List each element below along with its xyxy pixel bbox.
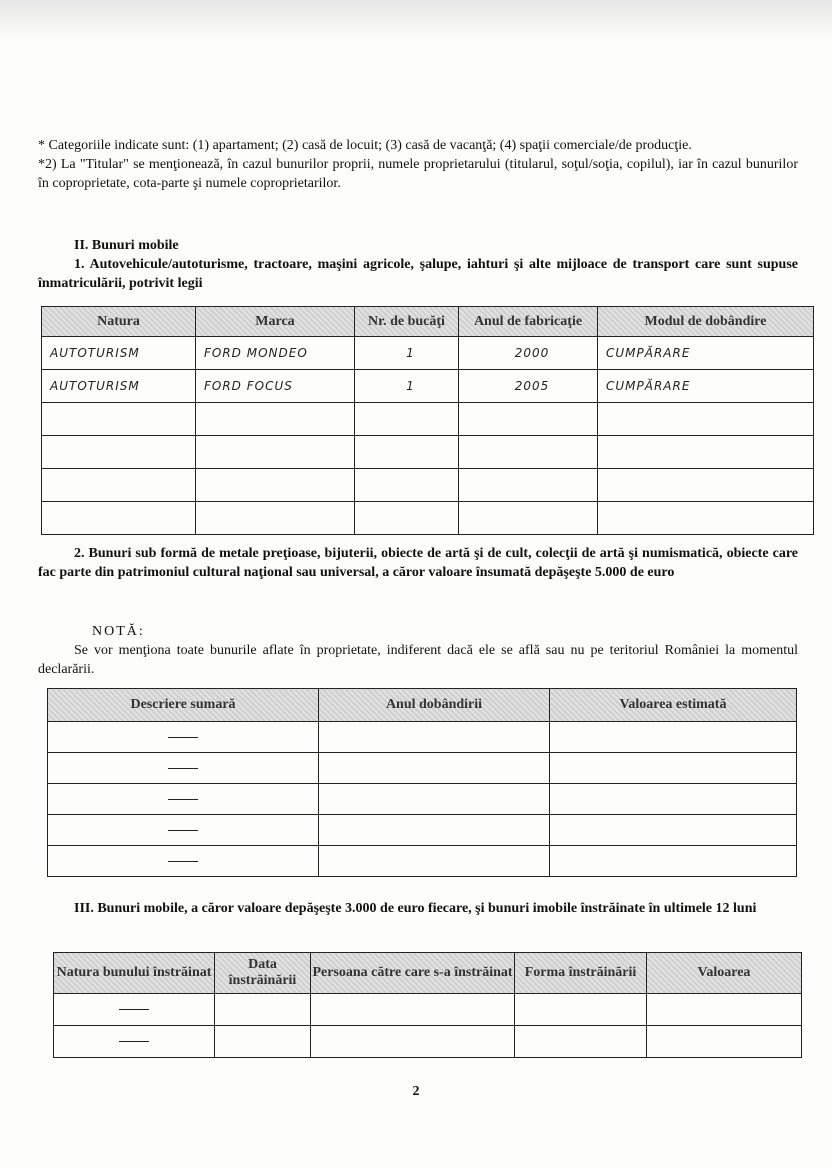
table-header-row — [48, 689, 797, 722]
section-ii-item1: 1. Autovehicule/autoturisme, tractoare, maşini agricole, şalupe, iahturi şi alte mijloace de transport care sunt supuse înmatriculării, potrivit legii — [38, 257, 798, 291]
cell-marca: FORD FOCUS — [196, 370, 355, 403]
section-iii-title: III. Bunuri mobile, a căror valoare depăşeşte 3.000 de euro fiecare, şi bunuri imobile înstrăinate în ultimele 12 luni — [74, 901, 757, 916]
table-row — [42, 370, 814, 403]
dash-mark — [168, 799, 198, 800]
alienated-table — [53, 952, 802, 1058]
valuables-table — [47, 688, 797, 877]
header-data-instrainarii: Data înstrăinării — [215, 953, 311, 994]
table-row — [48, 753, 797, 784]
cell-nr-bucati: 1 — [355, 337, 459, 370]
nota-text: Se vor menţiona toate bunurile aflate în proprietate, indiferent dacă ele se află sau nu pe teritoriul României la momentul declarării. — [38, 643, 798, 677]
dash-mark — [168, 737, 198, 738]
header-marca: Marca — [196, 307, 355, 337]
page-number: 2 — [412, 1084, 420, 1099]
header-natura-bunului: Natura bunului înstrăinat — [54, 953, 215, 994]
section-ii-header — [38, 236, 798, 293]
header-descriere: Descriere sumară — [48, 689, 319, 722]
header-modul-dobandire: Modul de dobândire — [598, 307, 814, 337]
table-row-empty — [42, 469, 814, 502]
table-row — [54, 1026, 802, 1058]
table-row — [48, 722, 797, 753]
footnote-titular: *2) La "Titular" se menţionează, în cazul bunurilor proprii, numele proprietarului (titularul, soţul/soţia, copilul), iar în cazul bunurilor în coproprietate, cota-parte şi numele coproprietarilor. — [38, 157, 798, 191]
dash-mark — [168, 861, 198, 862]
table-header-row — [54, 953, 802, 994]
section-ii-title: II. Bunuri mobile — [74, 238, 179, 253]
table-row-empty — [42, 502, 814, 535]
footnotes — [38, 136, 798, 193]
dash-mark — [168, 830, 198, 831]
nota-block — [38, 622, 798, 679]
nota-label: NOTĂ: — [92, 624, 145, 639]
section-ii-item2 — [38, 544, 798, 582]
header-forma-instrainarii: Forma înstrăinării — [515, 953, 647, 994]
cell-anul: 2005 — [459, 370, 598, 403]
table-row — [42, 337, 814, 370]
table-row — [48, 846, 797, 877]
header-nr-bucati: Nr. de bucăţi — [355, 307, 459, 337]
scan-shadow — [0, 0, 832, 40]
cell-modul: CUMPĂRARE — [598, 337, 814, 370]
section-iii-header — [38, 899, 798, 918]
cell-natura: AUTOTURISM — [42, 337, 196, 370]
header-anul-fabricatie: Anul de fabricaţie — [459, 307, 598, 337]
footnote-categories: * Categoriile indicate sunt: (1) apartament; (2) casă de locuit; (3) casă de vacanţă; (4) spaţii comerciale/de producţie. — [38, 138, 692, 153]
dash-mark — [168, 768, 198, 769]
table-row-empty — [42, 436, 814, 469]
table-row-empty — [42, 403, 814, 436]
table-header-row — [42, 307, 814, 337]
cell-natura: AUTOTURISM — [42, 370, 196, 403]
header-persoana: Persoana către care s-a înstrăinat — [311, 953, 515, 994]
cell-modul: CUMPĂRARE — [598, 370, 814, 403]
vehicles-table — [41, 306, 814, 535]
table-row — [48, 784, 797, 815]
header-valoarea-estimata: Valoarea estimată — [550, 689, 797, 722]
header-natura: Natura — [42, 307, 196, 337]
header-anul-dobandirii: Anul dobândirii — [319, 689, 550, 722]
table-row — [54, 994, 802, 1026]
cell-anul: 2000 — [459, 337, 598, 370]
cell-nr-bucati: 1 — [355, 370, 459, 403]
dash-mark — [119, 1041, 149, 1042]
header-valoarea: Valoarea — [647, 953, 802, 994]
item2-text: 2. Bunuri sub formă de metale preţioase, bijuterii, obiecte de artă şi de cult, colecţii de artă şi numismatică, obiecte care fac parte din patrimoniul cultural naţional sau universal, a căror valoare însumată depăşeşte 5.000 de euro — [38, 546, 798, 580]
dash-mark — [119, 1009, 149, 1010]
table-row — [48, 815, 797, 846]
cell-marca: FORD MONDEO — [196, 337, 355, 370]
